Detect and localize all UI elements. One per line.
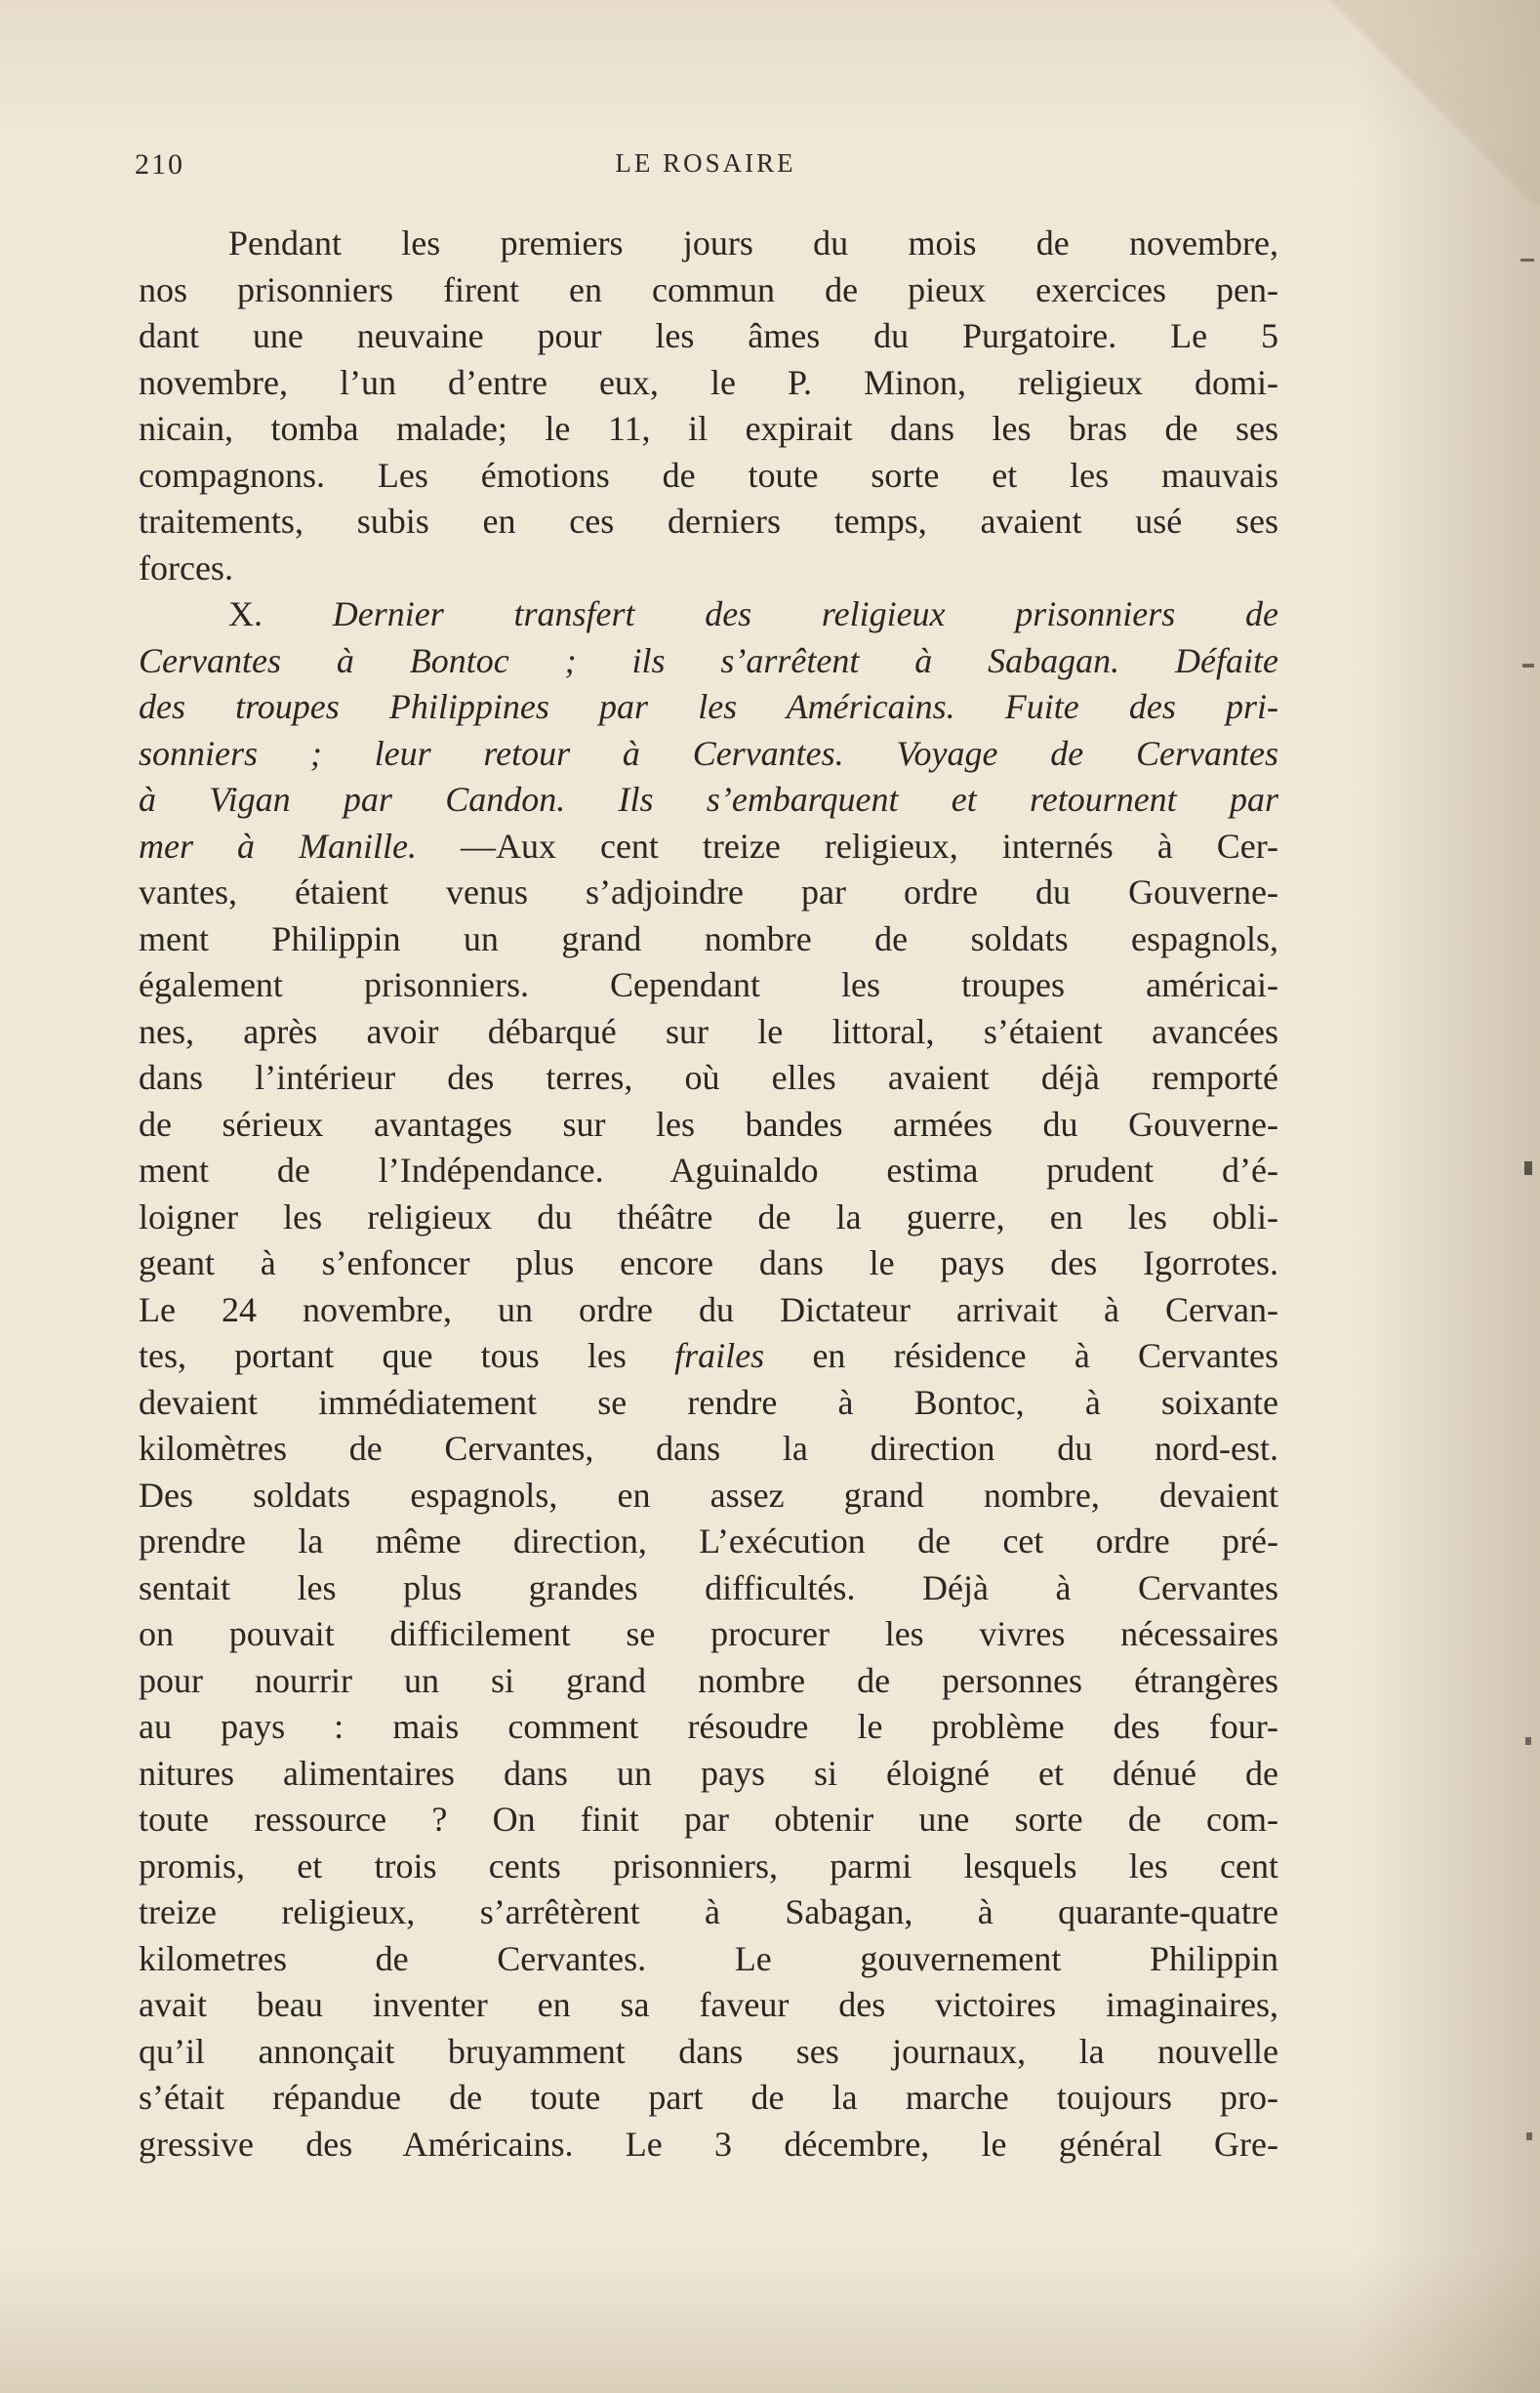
page-number: 210 [135, 148, 184, 181]
text-span: —Aux cent treize religieux, internés à Cer- [460, 826, 1278, 866]
text-line: dans l’intérieur des terres, où elles avaient déjà remporté [139, 1058, 1278, 1097]
text-line: Des soldats espagnols, en assez grand nombre, devaient [139, 1475, 1278, 1515]
text-line: gressive des Américains. Le 3 décembre, le général Gre- [139, 2124, 1278, 2164]
speck [1526, 2132, 1532, 2140]
text-line: promis, et trois cents prisonniers, parmi lesquels les cent [139, 1845, 1278, 1886]
text-line: sentait les plus grandes difficultés. Déjà à Cervantes [139, 1567, 1278, 1607]
text-line: forces. [139, 548, 233, 588]
text-line: treize religieux, s’arrêtèrent à Sabagan, à quarante-quatre [139, 1892, 1278, 1931]
section-summary: Cervantes à Bontoc ; ils s’arrêtent à Sabagan. Défaite [139, 640, 1278, 680]
text-line: pour nourrir un si grand nombre de personnes étrangères [139, 1660, 1278, 1700]
text-line: nicain, tomba malade; le 11, il expirait dans les bras de ses [139, 409, 1278, 448]
text-line: nes, après avoir débarqué sur le littoral, s’étaient avancées [139, 1011, 1278, 1051]
text-line: également prisonniers. Cependant les troupes américai- [139, 965, 1278, 1004]
section-summary: à Vigan par Candon. Ils s’embarquent et retournent par [139, 780, 1278, 819]
text-line: on pouvait difficilement se procurer les vivres nécessaires [139, 1614, 1278, 1653]
text-line: kilomètres de Cervantes, dans la direction du nord-est. [139, 1429, 1278, 1468]
text-line: novembre, l’un d’entre eux, le P. Minon, religieux domi- [139, 362, 1278, 402]
speck [1522, 664, 1534, 668]
body-text [139, 221, 1278, 2168]
section-summary: sonniers ; leur retour à Cervantes. Voyage de Cervantes [139, 733, 1278, 773]
text-line: kilometres de Cervantes. Le gouvernement Philippin [139, 1938, 1278, 1978]
text-line: Le 24 novembre, un ordre du Dictateur arrivait à Cervan- [139, 1289, 1278, 1329]
running-title: LE ROSAIRE [615, 148, 796, 178]
section-summary: mer à Manille. [139, 826, 417, 866]
section-summary: Dernier transfert des religieux prisonniers de [332, 594, 1278, 633]
text-line: avait beau inventer en sa faveur des victoires imaginaires, [139, 1985, 1278, 2024]
text-line: loigner les religieux du théâtre de la guerre, en les obli- [139, 1196, 1278, 1237]
page-header [135, 148, 1277, 187]
text-line: s’était répandue de toute part de la marche toujours pro- [139, 2078, 1278, 2117]
text-line: devaient immédiatement se rendre à Bontoc, à soixante [139, 1382, 1278, 1422]
text-line: dant une neuvaine pour les âmes du Purgatoire. Le 5 [139, 316, 1278, 355]
section-summary: des troupes Philippines par les Américains. Fuite des pri- [139, 687, 1278, 726]
section-summary-line [139, 731, 1278, 778]
text-line: traitements, subis en ces derniers temps, avaient usé ses [139, 502, 1278, 541]
text-line: de sérieux avantages sur les bandes armées du Gouverne- [139, 1104, 1278, 1144]
text-line: compagnons. Les émotions de toute sorte et les mauvais [139, 455, 1278, 495]
text-line: qu’il annonçait bruyamment dans ses journaux, la nouvelle [139, 2031, 1278, 2071]
text-line: ment de l’Indépendance. Aguinaldo estima prudent d’é- [139, 1151, 1278, 1190]
section-summary-line [139, 638, 1278, 685]
text-line: ment Philippin un grand nombre de soldats espagnols, [139, 918, 1278, 958]
text-line: geant à s’enfoncer plus encore dans le pays des Igorrotes. [139, 1243, 1278, 1282]
speck [1524, 1161, 1532, 1175]
section-summary-line [139, 684, 1278, 731]
section-summary-line [139, 777, 1278, 824]
text-line: Pendant les premiers jours du mois de novembre, [228, 223, 1278, 263]
section-number: X. [228, 594, 263, 633]
section-heading-line [139, 591, 1278, 638]
speck [1525, 1737, 1531, 1745]
text-line: toute ressource ? On finit par obtenir une sorte de com- [139, 1800, 1278, 1839]
text-line: nos prisonniers firent en commun de pieux exercices pen- [139, 269, 1278, 309]
edge-specks [1511, 0, 1540, 2393]
text-line: prendre la même direction, L’exécution de cet ordre pré- [139, 1521, 1278, 1561]
text-span: tes, portant que tous les [139, 1336, 627, 1375]
text-line: nitures alimentaires dans un pays si éloigné et dénué de [139, 1753, 1278, 1793]
text-line [139, 1333, 1278, 1380]
italic-word: frailes [674, 1336, 765, 1375]
page-fold-shadow [1316, 0, 1540, 205]
text-line: vantes, étaient venus s’adjoindre par ordre du Gouverne- [139, 872, 1278, 912]
text-line: au pays : mais comment résoudre le problème des four- [139, 1707, 1278, 1746]
section-summary-line [139, 824, 1278, 871]
text-span: en résidence à Cervantes [812, 1336, 1278, 1375]
speck [1520, 259, 1534, 262]
